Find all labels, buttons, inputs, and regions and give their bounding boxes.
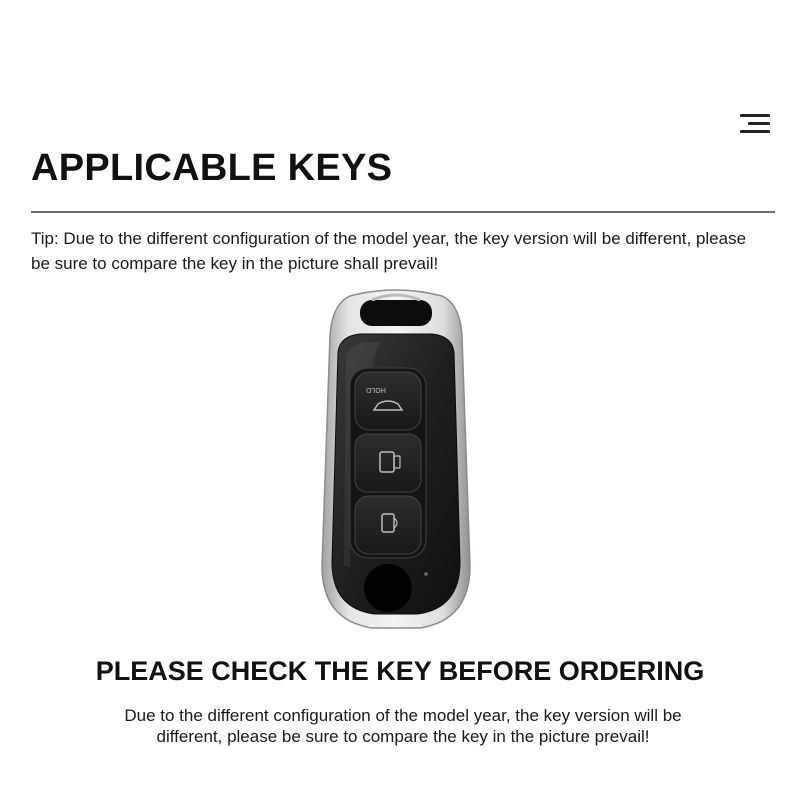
menu-line xyxy=(748,122,770,125)
tip-text: Tip: Due to the different configuration of the model year, the key version will be different, please be sure to compare the key in the picture shall prevail! xyxy=(31,229,747,273)
menu-line xyxy=(740,130,770,133)
car-key-fob-image xyxy=(310,286,482,632)
svg-text:HOLD: HOLD xyxy=(365,386,386,394)
page-title: APPLICABLE KEYS xyxy=(31,147,393,189)
check-note: Due to the different configuration of the model year, the key version will be different, please be sure to compare the key in the picture prevail! xyxy=(124,706,682,746)
unlock-button xyxy=(355,434,421,492)
check-heading: PLEASE CHECK THE KEY BEFORE ORDERING xyxy=(95,656,705,686)
menu-line xyxy=(740,114,770,117)
emergency-key-cap xyxy=(364,564,412,612)
menu-icon[interactable] xyxy=(738,113,770,135)
title-divider xyxy=(31,211,775,213)
keyring-slot xyxy=(360,300,432,326)
lock-button xyxy=(355,496,421,554)
